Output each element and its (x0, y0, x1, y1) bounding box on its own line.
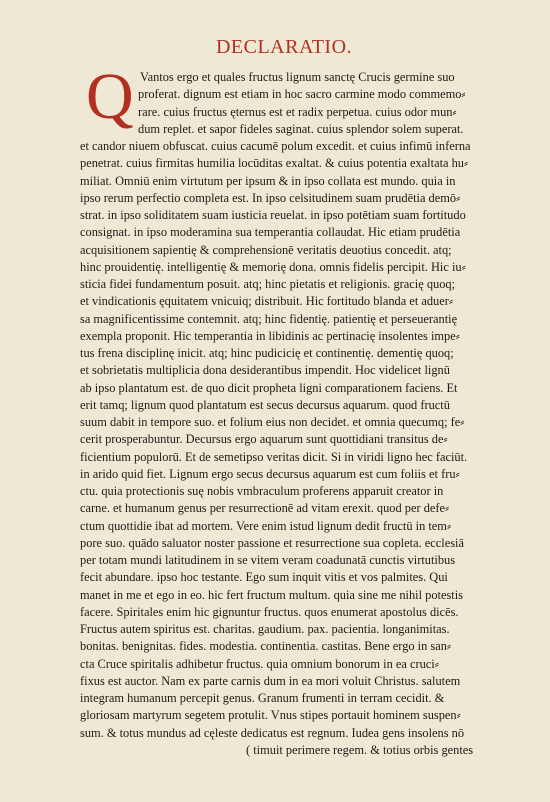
text-line: dum replet. et sapor fideles saginat. cuius splendor solem superat. (138, 121, 464, 136)
text-line: hinc prouidentię. intelligentię & memorię dona. omnis fidelis percipit. Hic iu⸗ (80, 259, 466, 274)
text-line: erit tamq; lignum quod plantatum est secus decursus aquarum. quod fructū (80, 397, 450, 412)
text-line: et candor niuem obfuscat. cuius cacumē polum excedit. et cuius infimū inferna (80, 139, 471, 153)
text-line: ctum quottidie ibat ad mortem. Vere enim istud lignum dedit fructū in tem⸗ (80, 518, 452, 533)
text-line: manet in me et ego in eo. hic fert fructum multum. quia sine me nihil potestis (80, 587, 463, 602)
text-line: carne. et humanum genus per resurrectionē ad vitam erexit. quod per defe⸗ (80, 501, 450, 516)
text-line: et sobrietatis multiplicia dona desiderantibus impendit. Hoc videlicet lignū (80, 363, 450, 378)
text-line: gloriosam martyrum segetem protulit. Vnus stipes portauit hominem suspen⸗ (80, 708, 461, 723)
text-line: sa magnificentissime contemnit. atq; hinc fidentię. patientię et perseuerantię (80, 311, 458, 326)
text-line: tus frena disciplinę inicit. atq; hinc pudicicię et continentię. dementię quoq; (80, 346, 454, 360)
text-line: consignat. in ipso moderamina sua temperantia collaudat. Hic etiam prudētia (80, 225, 461, 240)
text-line: ipso rerum perfectio completa est. In ipso celsitudinem suam prudētia demō⸗ (80, 190, 461, 205)
text-line: proferat. dignum est etiam in hoc sacro carmine modo commemo⸗ (138, 87, 466, 102)
text-line: ficientium populorū. Et de semetipso veritas dicit. Si in viridi ligno hec faciūt. (80, 449, 468, 464)
text-line: sum. & totus mundus ad cęleste dedicatus est regnum. Iudea gens insolens nō (80, 725, 465, 740)
text-line: cta Cruce spiritalis adhibetur fructus. quia omnium bonorum in ea cruci⸗ (80, 656, 439, 671)
text-line: integram humanum percepit genus. Granum frumenti in terram cecidit. & (80, 691, 445, 705)
text-line: suum dabit in tempore suo. et folium eius non decidet. et omnia quecumq; fe⸗ (80, 415, 465, 429)
page-heading: DECLARATIO. (215, 36, 353, 58)
text-line: in arido quid fiet. Lignum ergo secus decursus aquarum est cum foliis et fru⸗ (80, 466, 460, 481)
text-line: ctu. quia protectionis suę nobis vmbraculum proferens apparuit creator in (80, 484, 444, 498)
text-line: et vindicationis ęquitatem vnicuiq; distribuit. Hic fortitudo blanda et aduer⸗ (80, 294, 454, 309)
text-line: cerit prosperabuntur. Decursus ergo aquarum sunt quottidiani transitus de⸗ (80, 432, 448, 447)
text-line: miliat. Omniū enim virtutum per ipsum & in ipso collata est mundo. quia in (80, 173, 456, 188)
text-line: Fructus autem spiritus est. charitas. gaudium. pax. pacientia. longanimitas. (80, 622, 450, 636)
text-block (80, 69, 522, 759)
text-line: ( timuit perimere regem. & totius orbis gentes (246, 742, 474, 757)
text-line: Vantos ergo et quales fructus lignum sanctę Crucis germine suo (140, 70, 455, 84)
text-line: fixus est auctor. Nam ex parte carnis dum in ea mori voluit Christus. salutem (80, 673, 461, 688)
text-line: fecit abundare. ipso hoc testante. Ego sum inquit vitis et vos palmites. Qui (80, 570, 448, 585)
text-line: pore suo. quādo saluator noster passione et resurrectione sua copleta. ecclesiā (80, 535, 464, 550)
text-line: ab ipso plantatum est. de quo dicit propheta ligni comparationem faciens. Et (80, 380, 458, 395)
text-line: sticia fidei fundamentum posuit. atq; hinc pietatis et religionis. gracię quoq; (80, 277, 456, 291)
text-line: per totam mundi latitudinem in se vitem veram coadunatā cunctis virtutibus (80, 553, 456, 567)
text-line: rare. cuius fructus ęternus est et radix perpetua. cuius odor mun⸗ (138, 104, 457, 119)
text-line: penetrat. cuius firmitas humilia locūditas exaltat. & cuius potentia exaltata hu⸗ (80, 156, 469, 171)
text-line: exempla proponit. Hic temperantia in libidinis ac pertinacię insolentes impe⸗ (80, 328, 460, 343)
decorated-initial: Q (86, 60, 134, 133)
text-line: acquisitionem sapientię & comprehensionē veritatis deuotius concedit. atq; (80, 242, 452, 257)
text-line: strat. in ipso soliditatem suam iusticia reuelat. in ipso potētiam suam fortitudo (80, 208, 466, 222)
text-line: facere. Spiritales enim hic gignuntur fructus. quos enumerat apostolus dicēs. (80, 604, 459, 619)
text-line: bonitas. benignitas. fides. modestia. continentia. castitas. Bene ergo in san⸗ (80, 639, 452, 654)
